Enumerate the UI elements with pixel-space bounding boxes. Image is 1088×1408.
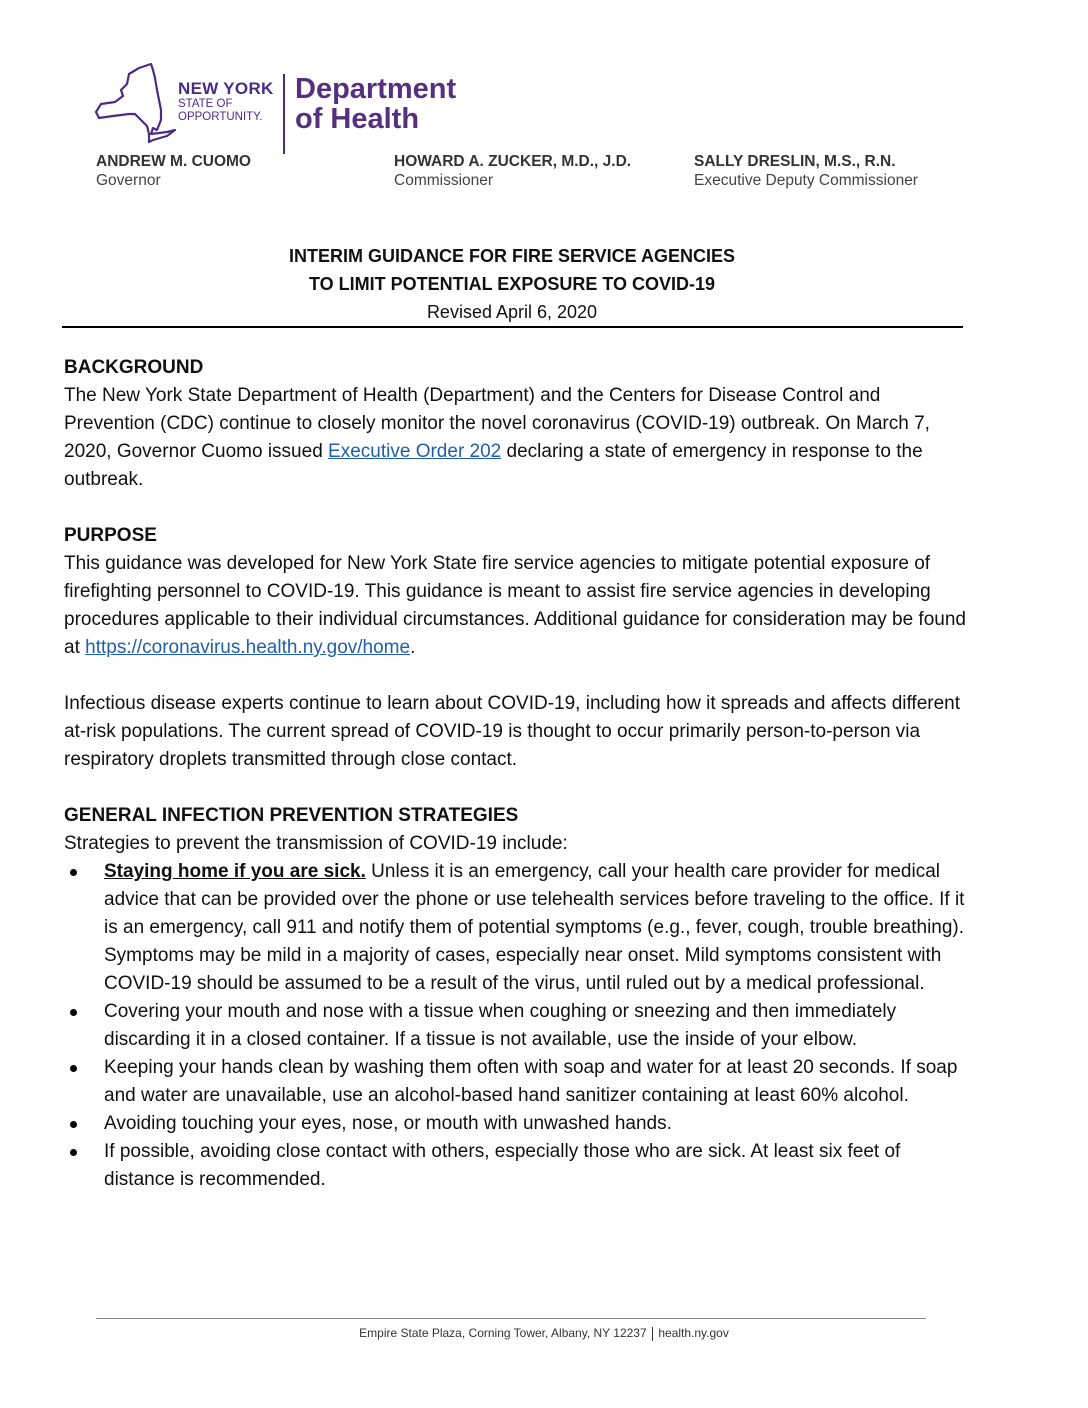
official-name: ANDREW M. CUOMO xyxy=(96,153,251,170)
section-heading: BACKGROUND xyxy=(64,357,204,378)
bullet-icon xyxy=(70,1065,77,1072)
coronavirus-site-link[interactable]: https://coronavirus.health.ny.gov/home xyxy=(85,637,411,658)
official-title: Commissioner xyxy=(394,172,494,189)
official-title: Governor xyxy=(96,172,161,189)
nys-wordmark-line2: STATE OF xyxy=(178,98,233,110)
page-footer xyxy=(0,1326,1088,1341)
bullet-icon xyxy=(70,1121,77,1128)
list-item-text: Avoiding touching your eyes, nose, or mouth with unwashed hands. xyxy=(104,1113,672,1134)
bullet-icon xyxy=(70,1009,77,1016)
department-line1: Department xyxy=(295,73,457,105)
logo-divider xyxy=(283,74,285,154)
document-body xyxy=(64,354,974,1194)
document-title-line1: INTERIM GUIDANCE FOR FIRE SERVICE AGENCIES xyxy=(288,246,736,266)
footer-website: health.ny.gov xyxy=(658,1326,729,1340)
nys-doh-logo xyxy=(93,60,473,150)
footer-address: Empire State Plaza, Corning Tower, Albany, NY 12237 xyxy=(359,1326,647,1340)
footer-separator xyxy=(652,1327,653,1341)
department-line2: of Health xyxy=(295,103,420,135)
purpose-paragraph xyxy=(64,550,974,662)
section-heading: PURPOSE xyxy=(64,525,157,546)
document-title-line2: TO LIMIT POTENTIAL EXPOSURE TO COVID-19 xyxy=(308,274,716,294)
paragraph-text: . xyxy=(410,637,416,658)
purpose-section xyxy=(64,522,974,774)
title-divider xyxy=(62,326,963,328)
official-deputy-commissioner xyxy=(694,152,918,190)
list-item-text: If possible, avoiding close contact with others, especially those who are sick. At least six feet of distance is recommended. xyxy=(104,1141,901,1190)
list-item xyxy=(64,858,974,998)
department-of-health-wordmark xyxy=(295,74,456,134)
strategies-section xyxy=(64,802,974,1194)
section-heading: GENERAL INFECTION PREVENTION STRATEGIES xyxy=(64,805,519,826)
background-paragraph xyxy=(64,382,974,494)
paragraph-text: declaring a state of emergency in response to the outbreak. xyxy=(64,441,923,490)
bullet-icon xyxy=(70,869,77,876)
new-york-state-map-icon xyxy=(93,60,183,150)
list-item-text: Unless it is an emergency, call your health care provider for medical advice that can be provided over the phone or use telehealth services before traveling to the office. If it is an emergency, call 911 and notify them of potential symptoms (e.g., fever, cough, trouble breathing). Symptoms may be mild in a majority of cases, especially near onset. Mild symptoms consistent with COVID-19 should be assumed to be a result of the virus, until ruled out by a medical professional. xyxy=(104,861,965,994)
paragraph-text: The New York State Department of Health (Department) and the Centers for Disease Control and Prevention (CDC) continue to closely monitor the novel coronavirus (COVID-19) outbreak. On March 7, 2020, Governor Cuomo issued xyxy=(64,385,930,462)
document-title-block xyxy=(0,242,1024,326)
nys-wordmark xyxy=(178,80,274,123)
official-name: HOWARD A. ZUCKER, M.D., J.D. xyxy=(394,153,632,170)
list-item-text: Keeping your hands clean by washing them often with soap and water for at least 20 seconds. If soap and water are unavailable, use an alcohol-based hand sanitizer containing at least 60% alcohol. xyxy=(104,1057,958,1106)
official-title: Executive Deputy Commissioner xyxy=(694,172,918,189)
list-item xyxy=(64,998,974,1054)
spread-paragraph: Infectious disease experts continue to learn about COVID-19, including how it spreads and affects different at-risk populations. The current spread of COVID-19 is thought to occur primarily person-to-person via respiratory droplets transmitted through close contact. xyxy=(64,693,960,770)
list-item xyxy=(64,1138,974,1194)
executive-order-link[interactable]: Executive Order 202 xyxy=(328,441,502,462)
official-governor xyxy=(96,152,251,190)
strategies-intro: Strategies to prevent the transmission of COVID-19 include: xyxy=(64,833,568,854)
official-commissioner xyxy=(394,152,631,190)
bullet-icon xyxy=(70,1149,77,1156)
list-item-text: Covering your mouth and nose with a tissue when coughing or sneezing and then immediately discarding it in a closed container. If a tissue is not available, use the inside of your elbow. xyxy=(104,1001,897,1050)
nys-wordmark-line1: NEW YORK xyxy=(178,79,274,98)
list-item xyxy=(64,1054,974,1110)
official-name: SALLY DRESLIN, M.S., R.N. xyxy=(694,153,896,170)
background-section xyxy=(64,354,974,494)
nys-wordmark-line3: OPPORTUNITY. xyxy=(178,111,263,123)
footer-divider xyxy=(96,1318,926,1319)
list-item-lead: Staying home if you are sick. xyxy=(104,861,366,882)
paragraph-text: This guidance was developed for New York State fire service agencies to mitigate potential exposure of firefighting personnel to COVID-19. This guidance is meant to assist fire service agencies in developing procedures applicable to their individual circumstances. Additional guidance for consideration may be found at xyxy=(64,553,966,658)
list-item xyxy=(64,1110,974,1138)
strategies-list xyxy=(64,858,974,1194)
revised-date: Revised April 6, 2020 xyxy=(426,302,598,322)
